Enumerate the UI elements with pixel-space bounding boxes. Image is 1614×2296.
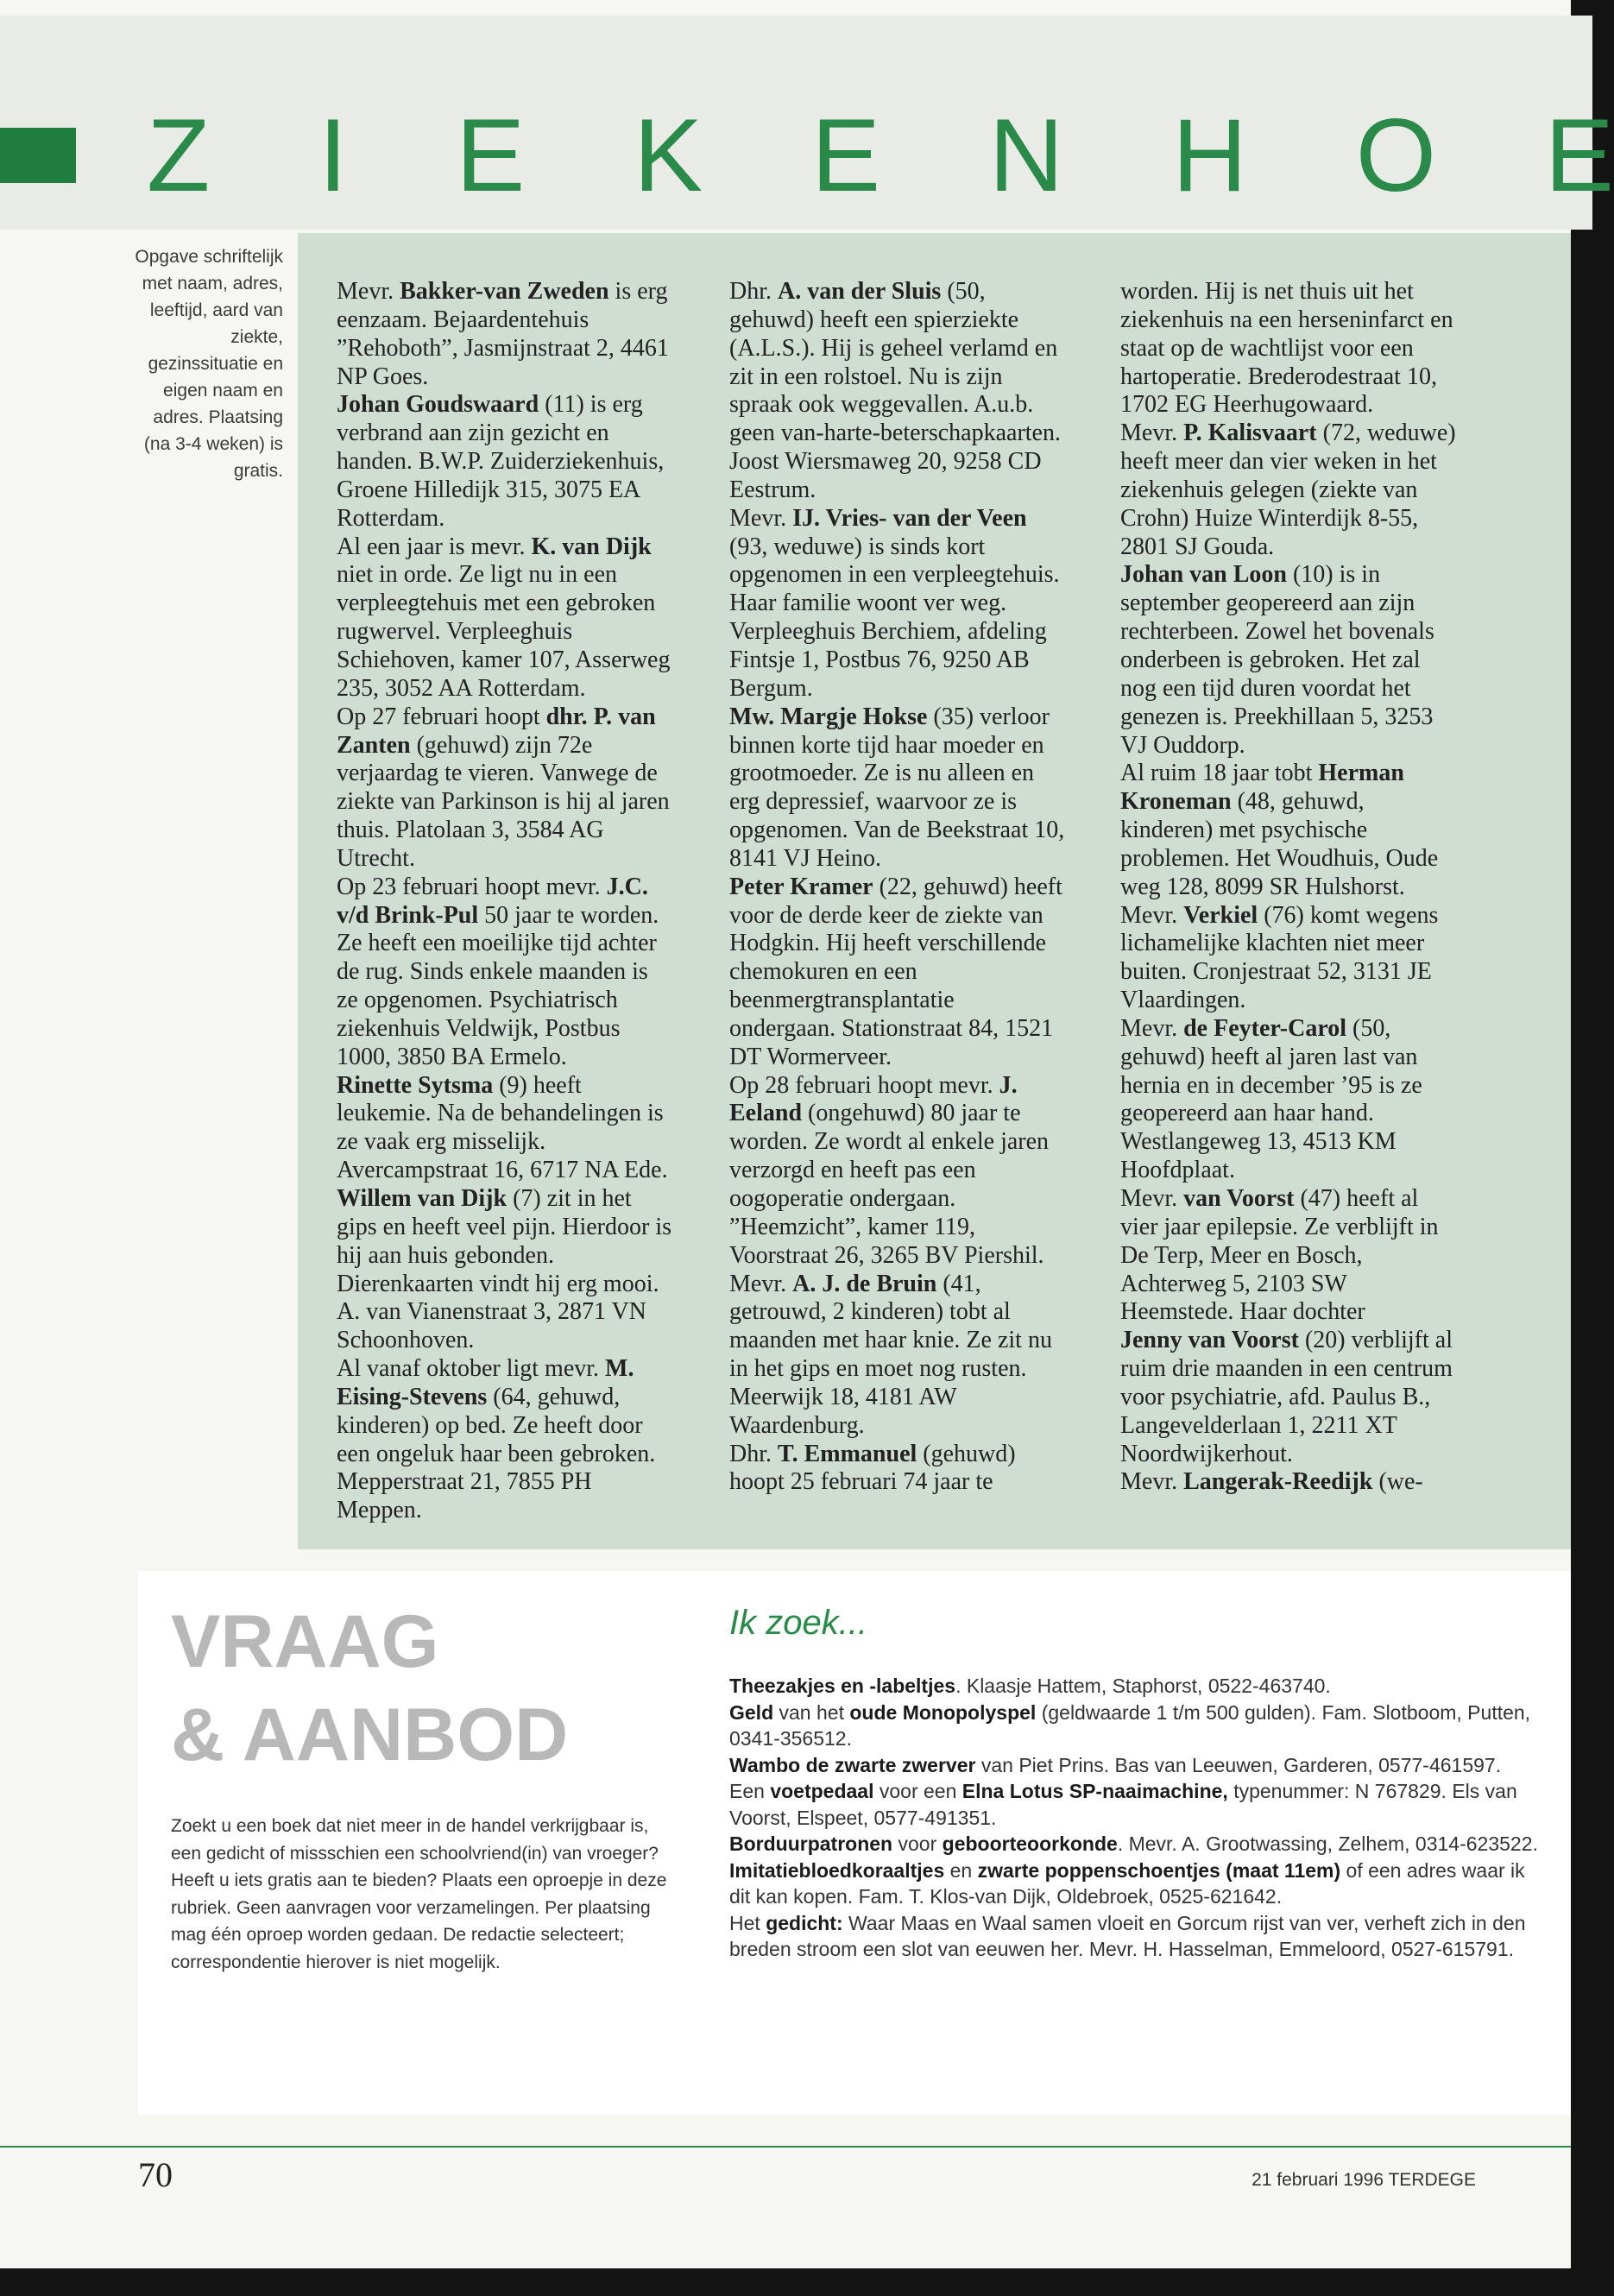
ad-keyword: Imitatiebloedkoraaltjes <box>729 1858 945 1882</box>
request-entry <box>729 874 1066 1072</box>
request-entry <box>337 1072 673 1185</box>
heading-letter: E <box>810 98 880 213</box>
request-entry <box>1120 419 1457 561</box>
request-entry <box>337 703 673 874</box>
ikzoek-ad <box>729 1673 1541 1700</box>
entry-prefix: Al een jaar is mevr. <box>337 533 532 560</box>
request-entry <box>1120 1327 1457 1468</box>
entry-text: (ongehuwd) 80 jaar te worden. Ze wordt al enkele jaren verzorgd en heeft pas een oogoperatie ondergaan. ”Heemzicht”, kamer 119, Voorstraat 26, 3265 BV Piershil. <box>729 1100 1050 1269</box>
request-entry <box>1120 561 1457 760</box>
ad-keyword: voetpedaal <box>770 1780 874 1802</box>
ikzoek-ad <box>729 1831 1541 1858</box>
vraag-aanbod-intro: Zoekt u een boek dat niet meer in de handel verkrijgbaar is, een gedicht of missschien een schoolvriend(in) van vroeger? Heeft u iets gratis aan te bieden? Plaats een oproepje in deze rubriek. Geen aanvragen voor verzamelingen. Per plaatsing mag één oproep worden gedaan. De redactie selecteert; correspondentie hierover is niet mogelijk. <box>171 1816 667 1972</box>
ad-text: van het <box>773 1700 850 1724</box>
entry-text: (11) is erg verbrand aan zijn gezicht en handen. B.W.P. Zuiderziekenhuis, Groene Hilledijk 315, 3075 EA Rotterdam. <box>337 391 665 532</box>
request-entry <box>1120 1015 1457 1185</box>
heading-letter: H <box>1172 98 1247 213</box>
entry-text: (47) heeft al vier jaar epilepsie. Ze verblijft in De Terp, Meer en Bosch, Achterweg 5, 2103 SW Heemstede. Haar dochter <box>1120 1185 1439 1326</box>
request-entry <box>1120 1185 1457 1327</box>
ad-text: Het <box>729 1911 766 1934</box>
ad-text: voor <box>892 1832 943 1855</box>
ad-keyword: Geld <box>729 1700 774 1724</box>
section-marker <box>0 128 76 183</box>
entry-name: Jenny van Voorst <box>1120 1327 1299 1354</box>
entry-name: A. van der Sluis <box>778 278 942 305</box>
footer-rule <box>0 2146 1571 2148</box>
request-entry <box>337 533 673 703</box>
heading-letter: E <box>1544 98 1614 213</box>
entry-name: J.C. v/d Brink-Pul <box>337 873 648 929</box>
entry-text: (64, gehuwd, kinderen) op bed. Ze heeft door een ongeluk haar been gebroken. Mepperstraat 21, 7855 PH Meppen. <box>337 1383 656 1524</box>
entry-name: dhr. P. van Zanten <box>337 703 656 759</box>
entry-name: Langerak-Reedijk <box>1183 1468 1373 1496</box>
ikzoek-ad <box>729 1752 1541 1779</box>
entry-prefix: Mevr. <box>729 1270 793 1297</box>
entry-text: (35) verloor binnen korte tijd haar moeder en grootmoeder. Ze is nu alleen en erg depressief, waarvoor ze is opgenomen. Van de Beekstraat 10, 8141 VJ Heino. <box>729 703 1065 872</box>
entry-name: van Voorst <box>1183 1185 1295 1212</box>
ad-text: voor een <box>873 1780 962 1802</box>
entry-name: M. Eising-Stevens <box>337 1355 634 1410</box>
entry-name: Rinette Sytsma <box>337 1071 494 1099</box>
ad-keyword: gedicht: <box>766 1911 843 1934</box>
vraag-aanbod-title <box>171 1595 620 1782</box>
ad-text: Waar Maas en Waal samen vloeit en Gorcum rijst van ver, verheft zich in den breden stroom een slot van eeuwen her. Mevr. H. Hasselman, Emmeloord, 0527-615791. <box>729 1911 1526 1960</box>
ad-keyword: Elna Lotus SP-naaimachine, <box>961 1780 1228 1802</box>
request-entry <box>729 703 1066 874</box>
request-entry <box>337 278 673 391</box>
entry-prefix: Op 28 februari hoopt mevr. <box>729 1071 999 1099</box>
ad-keyword: Theezakjes en -labeltjes <box>729 1675 956 1697</box>
entry-text: (48, gehuwd, kinderen) met psychische problemen. Het Woudhuis, Oude weg 128, 8099 SR Hulshorst. <box>1120 788 1439 900</box>
ikzoek-title: Ik zoek... <box>729 1604 868 1642</box>
request-entry <box>729 1441 1066 1498</box>
entry-prefix: Al ruim 18 jaar tobt <box>1120 760 1319 787</box>
entry-prefix: Mevr. <box>729 504 793 532</box>
entry-prefix: Mevr. <box>1120 1468 1184 1496</box>
entry-text: (93, weduwe) is sinds kort opgenomen in een verpleegtehuis. Haar familie woont ver weg. Verpleeghuis Berchiem, afdeling Fintsje 1, Postbus 76, 9250 AB Bergum. <box>729 533 1060 702</box>
ikzoek-ad <box>729 1778 1541 1831</box>
entry-text: (10) is in september geopereerd aan zijn rechterbeen. Zowel het bovenals onderbeen is gebroken. Het zal nog een tijd duren voordat het genezen is. Preekhillaan 5, 3253 VJ Ouddorp. <box>1120 561 1434 759</box>
ad-keyword: zwarte poppenschoentjes (maat 11em) <box>977 1858 1341 1882</box>
entry-name: J. Eeland <box>729 1071 1018 1127</box>
entry-prefix: Mevr. <box>1120 1014 1184 1042</box>
entry-name: A. J. de Bruin <box>792 1270 937 1297</box>
entry-text: (22, gehuwd) heeft voor de derde keer de ziekte van Hodgkin. Hij heeft verschillende chemokuren en een beenmergtransplantatie ondergaan. Stationstraat 84, 1521 DT Wormerveer. <box>729 873 1062 1070</box>
entry-text: (9) heeft leukemie. Na de behandelingen is ze vaak erg misselijk. Avercampstraat 16, 6717 NA Ede. <box>337 1071 668 1184</box>
ad-text: van Piet Prins. Bas van Leeuwen, Garderen, 0577-461597. <box>975 1753 1502 1776</box>
column-3 <box>1120 278 1457 1497</box>
ad-keyword: geboorteoorkonde <box>942 1832 1118 1855</box>
sidebar-note: Opgave schriftelijk met naam, adres, leeftijd, aard van ziekte, gezinssituatie en eigen naam en adres. Plaatsing (na 3-4 weken) is gratis. <box>135 247 283 481</box>
entry-name: T. Emmanuel <box>778 1440 917 1467</box>
request-entry <box>729 505 1066 703</box>
request-entry <box>729 1271 1066 1441</box>
entry-prefix: Mevr. <box>1120 901 1184 929</box>
request-entry <box>1120 1468 1457 1497</box>
request-entry <box>729 278 1066 505</box>
ad-text: en <box>944 1858 978 1882</box>
section-heading <box>147 95 1614 216</box>
entry-name: Mw. Margje Hokse <box>729 703 928 730</box>
entry-text: (gehuwd) hoopt 25 februari 74 jaar te <box>729 1440 1016 1496</box>
request-entry <box>1120 902 1457 1015</box>
ad-keyword: oude Monopolyspel <box>849 1700 1037 1724</box>
entry-name: Willem van Dijk <box>337 1185 508 1212</box>
entry-text: (76) komt wegens lichamelijke klachten niet meer buiten. Cronjestraat 52, 3131 JE Vlaardingen. <box>1120 901 1439 1014</box>
entry-prefix: Op 23 februari hoopt mevr. <box>337 873 607 900</box>
entry-name: Verkiel <box>1183 901 1258 929</box>
request-entry <box>337 391 673 533</box>
entry-name: Johan Goudswaard <box>337 391 539 419</box>
entry-name: K. van Dijk <box>531 533 652 560</box>
page-number: 70 <box>138 2155 173 2194</box>
entry-text: (gehuwd) zijn 72e verjaardag te vieren. Vanwege de ziekte van Parkinson is hij al jaren thuis. Platolaan 3, 3584 AG Utrecht. <box>337 731 670 872</box>
entry-prefix: Mevr. <box>1120 419 1184 447</box>
heading-letter: I <box>318 98 348 213</box>
ad-text: typenummer: N 767829. Els van Voorst, Elspeet, 0577-491351. <box>729 1780 1517 1829</box>
request-entry <box>337 1355 673 1525</box>
entry-name: Herman Kroneman <box>1120 760 1404 816</box>
entry-text: (7) zit in het gips en heeft veel pijn. Hierdoor is hij aan huis gebonden. Dierenkaarten vindt hij erg mooi. A. van Vianenstraat 3, 2871 VN Schoonhoven. <box>337 1185 672 1354</box>
entry-name: Peter Kramer <box>729 873 873 900</box>
entry-name: IJ. Vries- van der Veen <box>792 504 1027 532</box>
entry-text: (20) verblijft al ruim drie maanden in een centrum voor psychiatrie, afd. Paulus B., Langevelderlaan 1, 2211 XT Noordwijkerhout. <box>1120 1327 1453 1467</box>
entry-text: (50, gehuwd) heeft een spierziekte (A.L.S.). Hij is geheel verlamd en zit in een rolstoel. Nu is zijn spraak ook weggevallen. A.u.b. geen van-harte-beterschapkaarten. Joost Wiersmaweg 20, 9258 CD Eestrum. <box>729 278 1061 503</box>
entry-name: de Feyter-Carol <box>1183 1014 1347 1042</box>
entry-text: niet in orde. Ze ligt nu in een verpleegtehuis met een gebroken rugwervel. Verpleeghuis Schiehoven, kamer 107, Asserweg 235, 3052 AA Rotterdam. <box>337 561 671 702</box>
entry-name: Bakker-van Zweden <box>400 278 609 305</box>
request-entry <box>729 1072 1066 1271</box>
heading-letter: E <box>456 98 526 213</box>
ad-text: Een <box>729 1780 771 1802</box>
entry-prefix: Al vanaf oktober ligt mevr. <box>337 1355 606 1383</box>
issue-date: 21 februari 1996 TERDEGE <box>1251 2170 1476 2190</box>
entry-name: Johan van Loon <box>1120 561 1287 589</box>
entry-prefix: Mevr. <box>1120 1185 1184 1212</box>
ad-text: . Mevr. A. Grootwassing, Zelhem, 0314-623522. <box>1117 1832 1538 1855</box>
ad-keyword: Borduurpatronen <box>729 1832 893 1855</box>
heading-letter: O <box>1355 98 1437 213</box>
request-entry <box>1120 278 1457 419</box>
entry-prefix: Op 27 februari hoopt <box>337 703 546 730</box>
heading-letter: N <box>988 98 1064 213</box>
ad-text: (geldwaarde 1 t/m 500 gulden). Fam. Slotboom, Putten, 0341-356512. <box>729 1700 1531 1750</box>
heading-letter: Z <box>147 98 211 213</box>
entry-name: P. Kalisvaart <box>1183 419 1317 447</box>
entry-text: (41, getrouwd, 2 kinderen) tobt al maanden met haar knie. Ze zit nu in het gips en moet nog rusten. Meerwijk 18, 4181 AW Waardenburg. <box>729 1270 1052 1439</box>
column-1 <box>337 278 673 1525</box>
ikzoek-ad <box>729 1700 1541 1752</box>
ad-text: . Klaasje Hattem, Staphorst, 0522-463740. <box>955 1675 1331 1697</box>
entry-text: (72, weduwe) heeft meer dan vier weken in het ziekenhuis gelegen (ziekte van Crohn) Huize Winterdijk 8-55, 2801 SJ Gouda. <box>1120 419 1456 560</box>
entry-prefix: Dhr. <box>729 1440 778 1467</box>
entry-text: 50 jaar te worden. Ze heeft een moeilijke tijd achter de rug. Sinds enkele maanden is ze opgenomen. Psychiatrisch ziekenhuis Veldwijk, Postbus 1000, 3850 BA Ermelo. <box>337 901 659 1070</box>
column-2 <box>729 278 1066 1497</box>
request-entry <box>1120 760 1457 901</box>
entry-text: (50, gehuwd) heeft al jaren last van hernia en in december ’95 is ze geopereerd aan haar hand. Westlangeweg 13, 4513 KM Hoofdplaat. <box>1120 1014 1422 1184</box>
vraag-title-line: VRAAG <box>171 1600 439 1683</box>
vraag-title-line: & AANBOD <box>171 1694 569 1776</box>
entry-text: is erg eenzaam. Bejaardentehuis ”Rehoboth”, Jasmijnstraat 2, 4461 NP Goes. <box>337 278 669 390</box>
entry-text: (we- <box>1372 1468 1423 1496</box>
entry-prefix: Mevr. <box>337 278 400 305</box>
ad-keyword: Wambo de zwarte zwerver <box>729 1753 976 1776</box>
entry-prefix: Dhr. <box>729 278 778 305</box>
ikzoek-ad <box>729 1910 1541 1963</box>
ikzoek-ad <box>729 1858 1541 1910</box>
request-entry <box>337 1185 673 1355</box>
heading-letter: K <box>634 98 703 213</box>
request-entry <box>337 874 673 1072</box>
ad-text: of een adres waar ik dit kan kopen. Fam. T. Klos-van Dijk, Oldebroek, 0525-621642. <box>729 1858 1525 1908</box>
entry-text: worden. Hij is net thuis uit het ziekenhuis na een herseninfarct en staat op de wachtlijst voor een hartoperatie. Brederodestraat 10, 1702 EG Heerhugowaard. <box>1120 278 1453 419</box>
ikzoek-list <box>729 1673 1541 1963</box>
